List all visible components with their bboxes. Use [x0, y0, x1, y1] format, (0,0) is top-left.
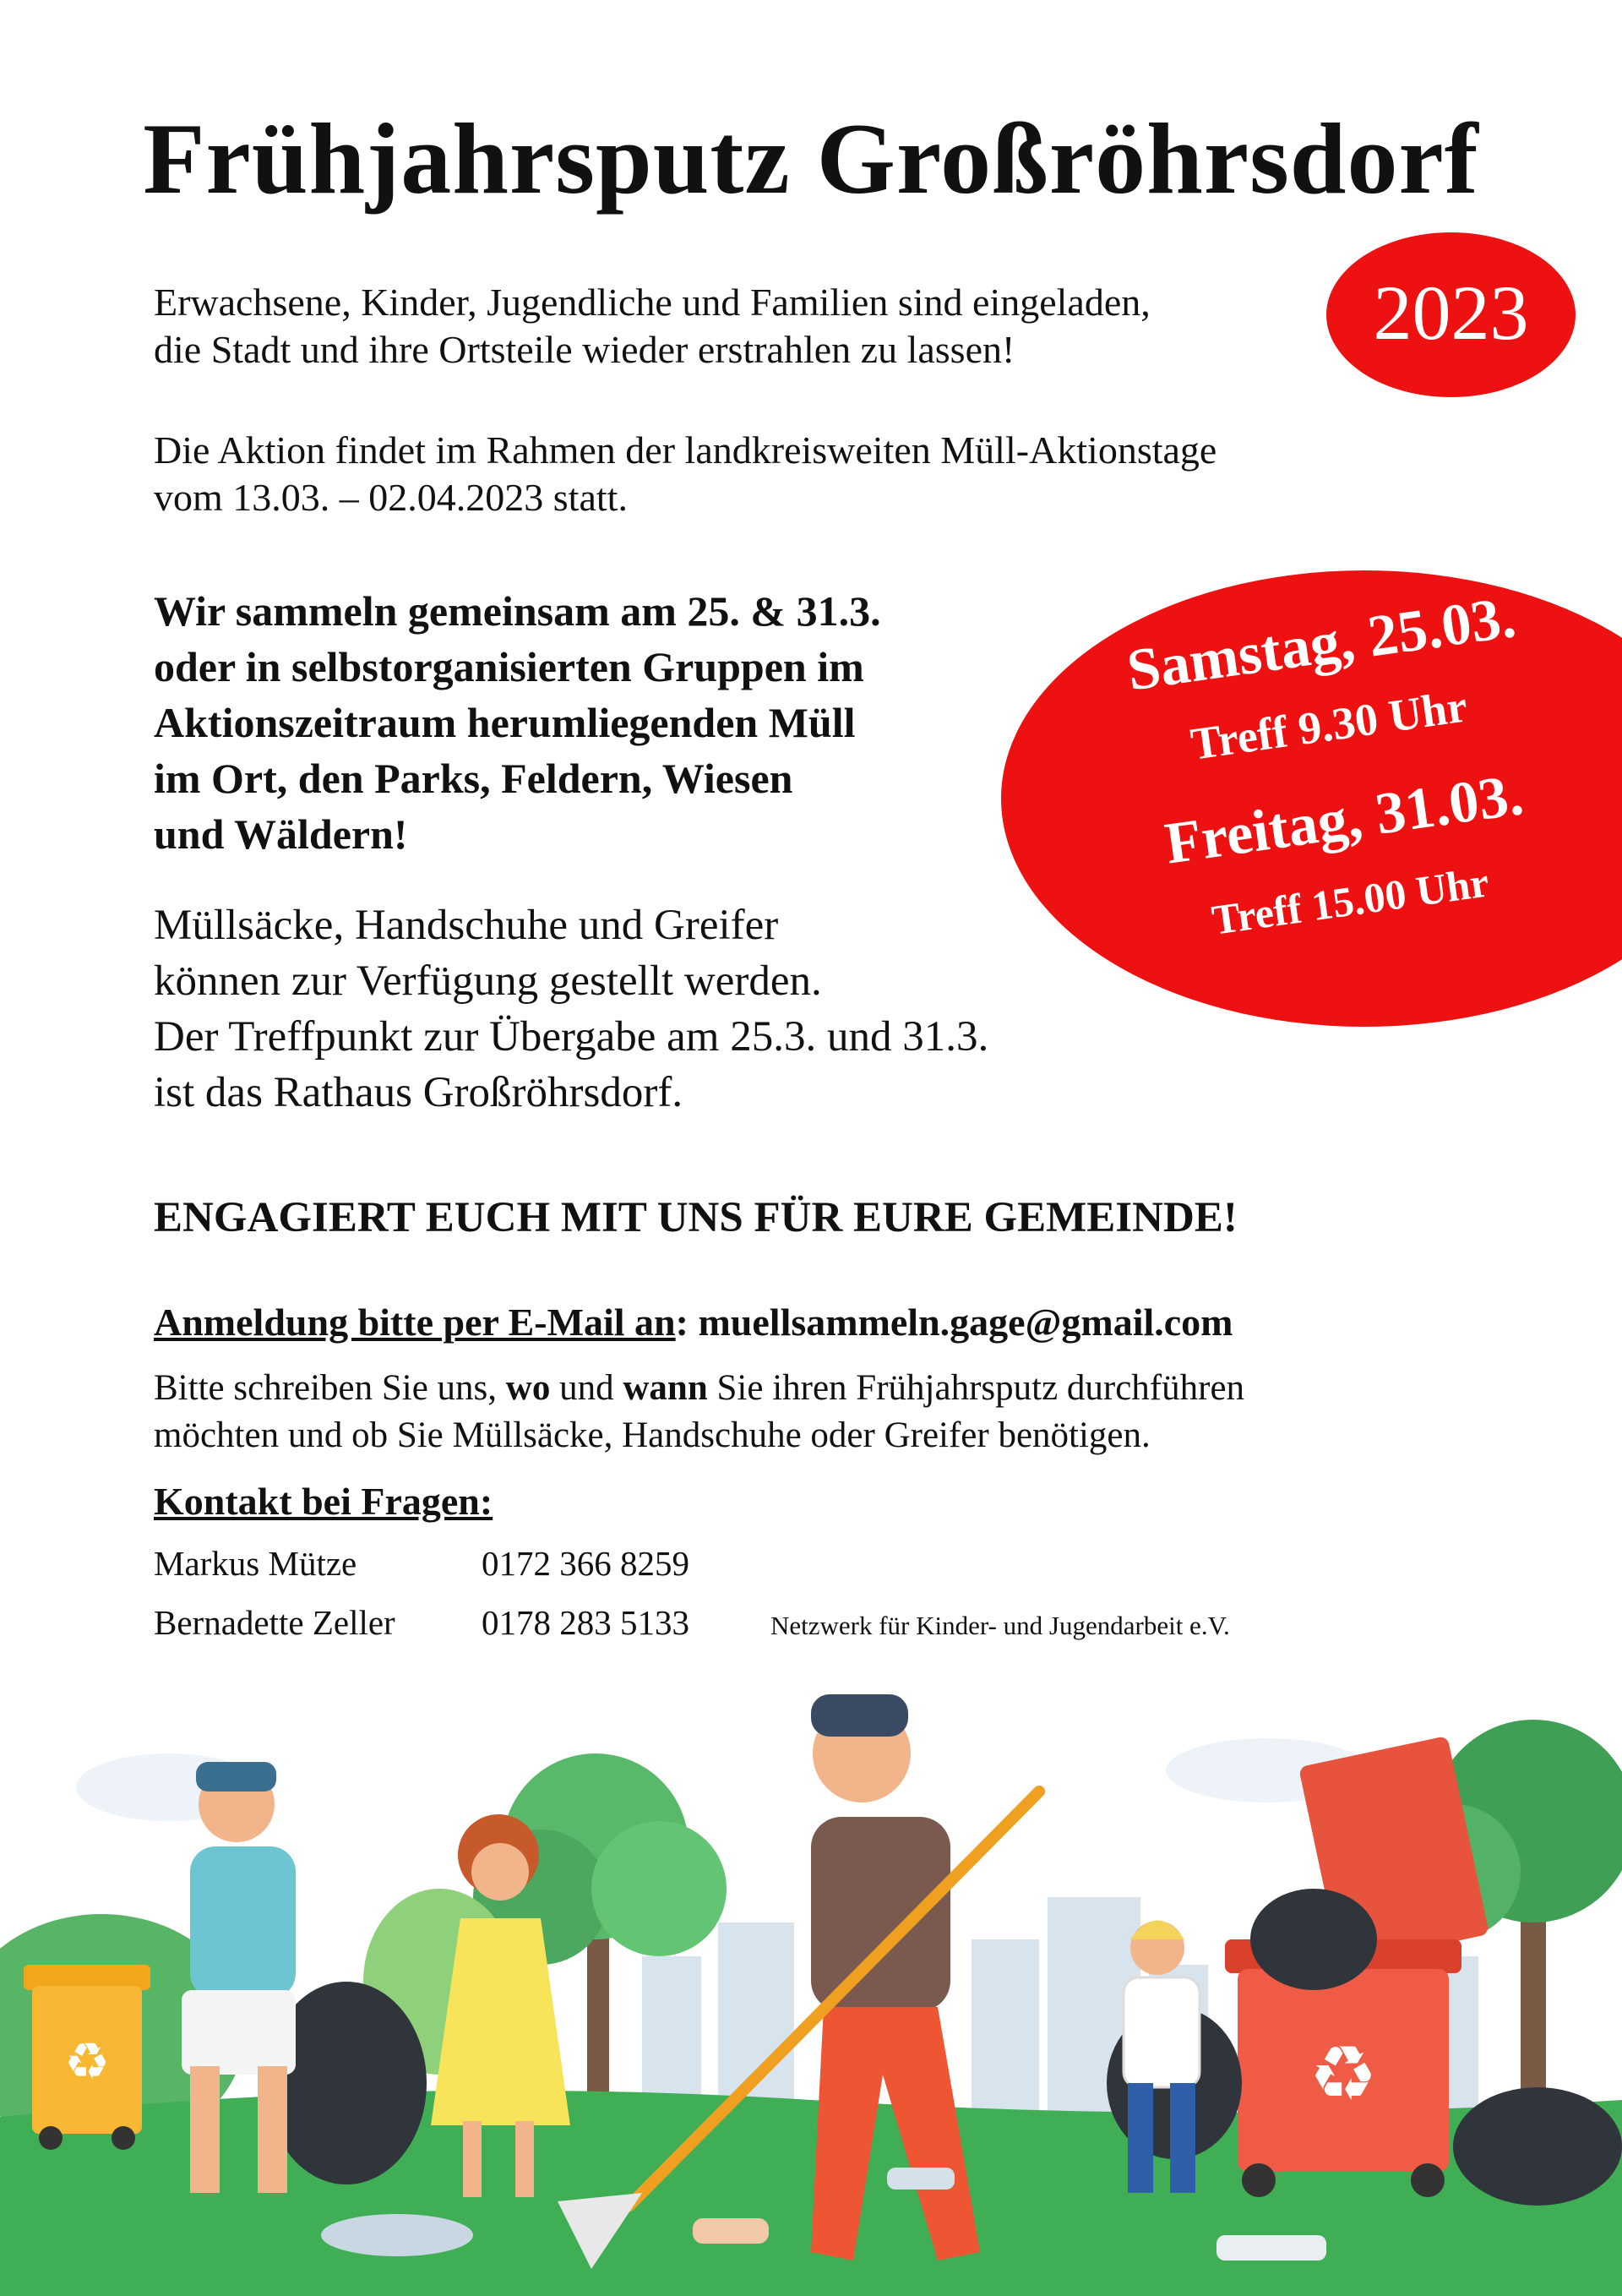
slogan: ENGAGIERT EUCH MIT UNS FÜR EURE GEMEINDE!	[154, 1194, 1238, 1241]
svg-text:♻: ♻	[64, 2034, 110, 2090]
action-text	[154, 427, 1216, 521]
date-saturday: Samstag, 25.03.	[1123, 584, 1520, 704]
lede-line: im Ort, den Parks, Feldern, Wiesen	[154, 755, 793, 802]
intro-line: Erwachsene, Kinder, Jugendliche und Familien sind eingeladen,	[154, 281, 1151, 324]
time-friday: Treff 15.00 Uhr	[1209, 858, 1492, 944]
lede-line: Aktionszeitraum herumliegenden Müll	[154, 699, 856, 746]
lede-line: oder in selbstorganisierten Gruppen im	[154, 643, 864, 690]
note-part: und	[550, 1368, 623, 1408]
dates-badge	[1001, 570, 1622, 1027]
date-friday: Freitag, 31.03.	[1161, 762, 1527, 877]
registration-label: Anmeldung bitte per E-Mail an	[154, 1301, 676, 1344]
organisation-name: Netzwerk für Kinder- und Jugendarbeit e.V.	[770, 1611, 1230, 1640]
supplies-line: ist das Rathaus Großröhrsdorf.	[154, 1069, 683, 1116]
intro-line: die Stadt und ihre Ortsteile wieder erstrahlen zu lassen!	[154, 328, 1015, 371]
contact-name: Bernadette Zeller	[154, 1603, 395, 1642]
registration-colon: :	[675, 1301, 699, 1344]
note-wann: wann	[623, 1368, 708, 1408]
year-text: 2023	[1373, 269, 1529, 356]
time-saturday: Treff 9.30 Uhr	[1187, 680, 1471, 770]
svg-text:♻: ♻	[1309, 2033, 1378, 2117]
lede-line: und Wäldern!	[154, 810, 408, 858]
lede-line: Wir sammeln gemeinsam am 25. & 31.3.	[154, 587, 881, 635]
registration-email[interactable]: muellsammeln.gage@gmail.com	[698, 1301, 1233, 1344]
action-line: Die Aktion findet im Rahmen der landkreisweiten Müll-Aktionstage	[154, 428, 1217, 472]
note-part: Bitte schreiben Sie uns,	[154, 1368, 506, 1408]
page-title: Frühjahrsputz Großröhrsdorf	[143, 102, 1479, 215]
action-line: vom 13.03. – 02.04.2023 statt.	[154, 476, 628, 519]
supplies-line: Müllsäcke, Handschuhe und Greifer	[154, 902, 779, 949]
cleanup-illustration	[0, 1677, 1622, 2296]
lede-text	[154, 583, 881, 862]
year-badge	[1326, 232, 1576, 397]
contact-phone: 0178 283 5133	[482, 1603, 689, 1642]
intro-text	[154, 279, 1151, 374]
note-line: möchten und ob Sie Müllsäcke, Handschuhe oder Greifer benötigen.	[154, 1415, 1151, 1455]
supplies-line: können zur Verfügung gestellt werden.	[154, 957, 822, 1005]
recycling-bin-yellow-icon	[24, 1965, 150, 2150]
contact-phone: 0172 366 8259	[482, 1544, 689, 1583]
registration-note	[154, 1365, 1244, 1459]
note-wo: wo	[505, 1368, 551, 1408]
note-part: Sie ihren Frühjahrsputz durchführen	[707, 1368, 1245, 1408]
registration-line	[154, 1300, 1233, 1344]
contact-heading: Kontakt bei Fragen:	[154, 1480, 493, 1523]
supplies-line: Der Treffpunkt zur Übergabe am 25.3. und 31.3.	[154, 1013, 989, 1061]
contact-name: Markus Mütze	[154, 1544, 357, 1583]
supplies-text	[154, 897, 988, 1121]
